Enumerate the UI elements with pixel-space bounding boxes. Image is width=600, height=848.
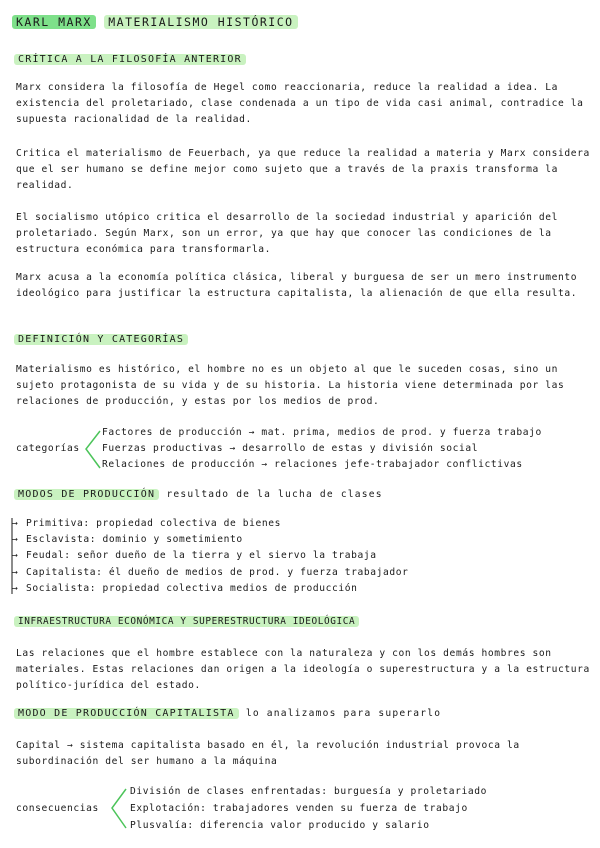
paragraph-economia-politica: Marx acusa a la economía política clásica, liberal y burguesa de ser un mero instrumento ideológico para justificar la estructura capitalista, la alienación de que ella resulta. [16, 272, 578, 299]
modo-item: → Esclavista: dominio y sometimiento [12, 534, 243, 545]
section-heading-modos: MODOS DE PRODUCCIÓN resultado de la lucha de clases [14, 489, 383, 500]
green-bracket-icon [82, 428, 102, 472]
paragraph-materialismo: Materialismo es histórico, el hombre no es un objeto al que le suceden cosas, sino un sujeto protagonista de su vida y de su historia. La historia viene determinada por las relaciones de producción, y estas por los medios de prod. [16, 364, 565, 407]
bracket-label-categorias: categorías [16, 443, 80, 454]
bracket-label-consecuencias: consecuencias [16, 803, 99, 814]
page-title [12, 15, 298, 29]
modo-item: → Feudal: señor dueño de la tierra y el siervo la trabaja [12, 550, 377, 561]
heading-note: resultado de la lucha de clases [166, 489, 383, 500]
green-bracket-icon [108, 786, 128, 832]
paragraph-capital: Capital → sistema capitalista basado en él, la revolución industrial provoca la subordinación del ser humano a la máquina [16, 740, 520, 767]
section-heading-capitalista: MODO DE PRODUCCIÓN CAPITALISTA lo analizamos para superarlo [14, 708, 441, 719]
modo-item: → Primitiva: propiedad colectiva de bienes [12, 518, 282, 529]
modo-item: → Capitalista: él dueño de medios de prod. y fuerza trabajador [12, 567, 409, 578]
modo-item: → Socialista: propiedad colectiva medios de producción [12, 583, 358, 594]
categoria-item: Relaciones de producción → relaciones jefe-trabajador conflictivas [102, 459, 523, 470]
consecuencia-item: Plusvalía: diferencia valor producido y salario [130, 820, 430, 831]
consecuencia-item: División de clases enfrentadas: burguesía y proletariado [130, 786, 488, 797]
section-heading-infraestructura: INFRAESTRUCTURA ECONÓMICA Y SUPERESTRUCTURA IDEOLÓGICA [14, 616, 359, 627]
section-heading-definicion: DEFINICIÓN Y CATEGORÍAS [14, 334, 188, 345]
paragraph-infraestructura: Las relaciones que el hombre establece con la naturaleza y con los demás hombres son materiales. Estas relaciones dan origen a la ideología o superestructura y a la estructura político-jurídica del estado. [16, 648, 590, 691]
paragraph-hegel: Marx considera la filosofía de Hegel como reaccionaria, reduce la realidad a idea. La existencia del proletariado, clase condenada a un tipo de vida casi animal, contradice la supuesta racionalidad de la realidad. [16, 82, 584, 125]
title-author: KARL MARX [12, 15, 96, 29]
title-topic: MATERIALISMO HISTÓRICO [104, 15, 297, 29]
categoria-item: Fuerzas productivas → desarrollo de estas y división social [102, 443, 479, 454]
heading-note: lo analizamos para superarlo [245, 708, 442, 719]
paragraph-socialismo-utopico: El socialismo utópico critica el desarrollo de la sociedad industrial y aparición del proletariado. Según Marx, son un error, ya que hay que conocer las condiciones de la estructura económica para transformarla. [16, 212, 558, 255]
section-heading-critica: CRÍTICA A LA FILOSOFÍA ANTERIOR [14, 54, 246, 65]
consecuencia-item: Explotación: trabajadores venden su fuerza de trabajo [130, 803, 468, 814]
categoria-item: Factores de producción → mat. prima, medios de prod. y fuerza trabajo [102, 427, 542, 438]
paragraph-feuerbach: Critica el materialismo de Feuerbach, ya que reduce la realidad a materia y Marx considera que el ser humano se define mejor como sujeto que a través de la praxis transforma la realidad. [16, 148, 590, 191]
